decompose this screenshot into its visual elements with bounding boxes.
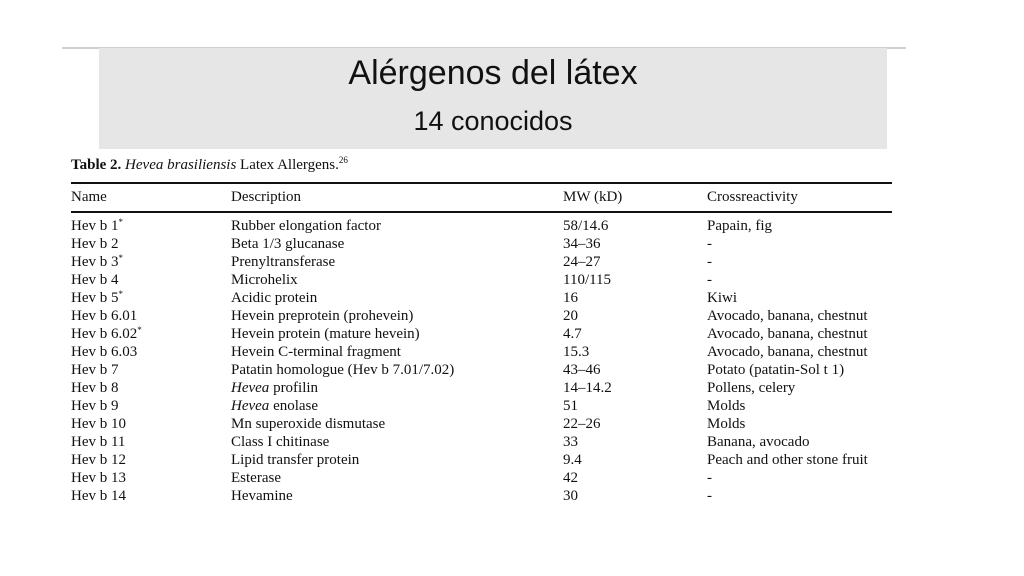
mw-cell: 34–36 — [563, 236, 601, 252]
table-caption-reference: 26 — [338, 155, 348, 165]
allergen-name-cell: Hev b 9 — [71, 398, 119, 414]
slide-subtitle: 14 conocidos — [413, 106, 573, 136]
allergen-name-cell: Hev b 8 — [71, 380, 119, 396]
mw-cell: 24–27 — [563, 254, 601, 270]
description-cell: Beta 1/3 glucanase — [231, 236, 345, 252]
table-row — [0, 361, 1024, 379]
table-row — [0, 271, 1024, 289]
allergen-name-cell: Hev b 2 — [71, 236, 119, 252]
crossreactivity-cell: Papain, fig — [707, 218, 772, 234]
table-row — [0, 415, 1024, 433]
crossreactivity-cell: Banana, avocado — [707, 434, 810, 450]
mw-cell: 58/14.6 — [563, 218, 609, 234]
crossreactivity-cell: - — [707, 236, 712, 252]
table-row — [0, 307, 1024, 325]
allergen-name-cell: Hev b 11 — [71, 434, 126, 450]
crossreactivity-cell: Pollens, celery — [707, 380, 796, 396]
allergen-name-cell: Hev b 13 — [71, 470, 126, 486]
mw-cell: 43–46 — [563, 362, 601, 378]
column-header-crossreactivity: Crossreactivity — [707, 189, 798, 205]
crossreactivity-cell: Avocado, banana, chestnut — [707, 344, 868, 360]
table-caption-text: Latex Allergens. — [236, 157, 339, 173]
crossreactivity-cell: - — [707, 488, 712, 504]
allergen-marker: * — [118, 289, 123, 299]
crossreactivity-cell: Peach and other stone fruit — [707, 452, 868, 468]
allergen-name-cell: Hev b 14 — [71, 488, 126, 504]
allergen-marker: * — [137, 325, 142, 335]
allergen-name-cell: Hev b 10 — [71, 416, 126, 432]
description-cell: Mn superoxide dismutase — [231, 416, 386, 432]
description-cell: Hevea enolase — [231, 398, 319, 414]
description-cell: Lipid transfer protein — [231, 452, 360, 468]
allergen-marker: * — [118, 253, 123, 263]
table-row — [0, 235, 1024, 253]
column-header-mw: MW (kD) — [563, 189, 623, 205]
table-caption-label: Table 2. — [71, 157, 122, 173]
allergen-name-cell: Hev b 3* — [71, 253, 123, 270]
description-cell: Patatin homologue (Hev b 7.01/7.02) — [231, 362, 455, 378]
description-cell: Class I chitinase — [231, 434, 330, 450]
description-cell: Hevamine — [231, 488, 293, 504]
description-cell: Microhelix — [231, 272, 298, 288]
table-row — [0, 253, 1024, 271]
mw-cell: 14–14.2 — [563, 380, 612, 396]
mw-cell: 30 — [563, 488, 578, 504]
table-row — [0, 325, 1024, 343]
description-cell: Esterase — [231, 470, 281, 486]
description-cell: Hevea profilin — [231, 380, 319, 396]
table-header-rule — [71, 211, 892, 213]
crossreactivity-cell: - — [707, 470, 712, 486]
table-row — [0, 433, 1024, 451]
description-cell: Hevein C-terminal fragment — [231, 344, 401, 360]
mw-cell: 51 — [563, 398, 578, 414]
column-header-description: Description — [231, 189, 301, 205]
table-top-rule — [71, 182, 892, 184]
table-row — [0, 487, 1024, 505]
allergen-name-cell: Hev b 5* — [71, 289, 123, 306]
allergen-name-cell: Hev b 7 — [71, 362, 119, 378]
description-cell: Acidic protein — [231, 290, 318, 306]
allergen-name-cell: Hev b 6.02* — [71, 325, 142, 342]
crossreactivity-cell: Avocado, banana, chestnut — [707, 326, 868, 342]
table-row — [0, 343, 1024, 361]
crossreactivity-cell: Molds — [707, 416, 746, 432]
mw-cell: 20 — [563, 308, 578, 324]
crossreactivity-cell: - — [707, 254, 712, 270]
mw-cell: 16 — [563, 290, 578, 306]
table-caption — [71, 155, 348, 175]
table-row — [0, 217, 1024, 235]
slide-title: Alérgenos del látex — [348, 54, 638, 92]
table-body — [0, 217, 1024, 505]
crossreactivity-cell: Molds — [707, 398, 746, 414]
title-banner — [99, 48, 887, 149]
crossreactivity-cell: Avocado, banana, chestnut — [707, 308, 868, 324]
mw-cell: 22–26 — [563, 416, 601, 432]
allergen-name-cell: Hev b 12 — [71, 452, 126, 468]
description-cell: Hevein preprotein (prohevein) — [231, 308, 414, 324]
table-row — [0, 289, 1024, 307]
allergen-name-cell: Hev b 1* — [71, 217, 123, 234]
mw-cell: 4.7 — [563, 326, 582, 342]
description-cell: Hevein protein (mature hevein) — [231, 326, 420, 342]
description-cell: Rubber elongation factor — [231, 218, 381, 234]
table-row — [0, 451, 1024, 469]
table-row — [0, 397, 1024, 415]
mw-cell: 9.4 — [563, 452, 582, 468]
table-row — [0, 469, 1024, 487]
column-header-name: Name — [71, 189, 107, 205]
allergen-name-cell: Hev b 6.03 — [71, 344, 138, 360]
mw-cell: 15.3 — [563, 344, 590, 360]
allergen-name-cell: Hev b 4 — [71, 272, 119, 288]
allergen-name-cell: Hev b 6.01 — [71, 308, 138, 324]
description-cell: Prenyltransferase — [231, 254, 336, 270]
crossreactivity-cell: Potato (patatin-Sol t 1) — [707, 362, 845, 378]
mw-cell: 33 — [563, 434, 578, 450]
mw-cell: 110/115 — [563, 272, 612, 288]
crossreactivity-cell: - — [707, 272, 712, 288]
allergen-marker: * — [118, 217, 123, 227]
crossreactivity-cell: Kiwi — [707, 290, 737, 306]
mw-cell: 42 — [563, 470, 578, 486]
table-row — [0, 379, 1024, 397]
table-caption-species: Hevea brasiliensis — [125, 157, 237, 173]
